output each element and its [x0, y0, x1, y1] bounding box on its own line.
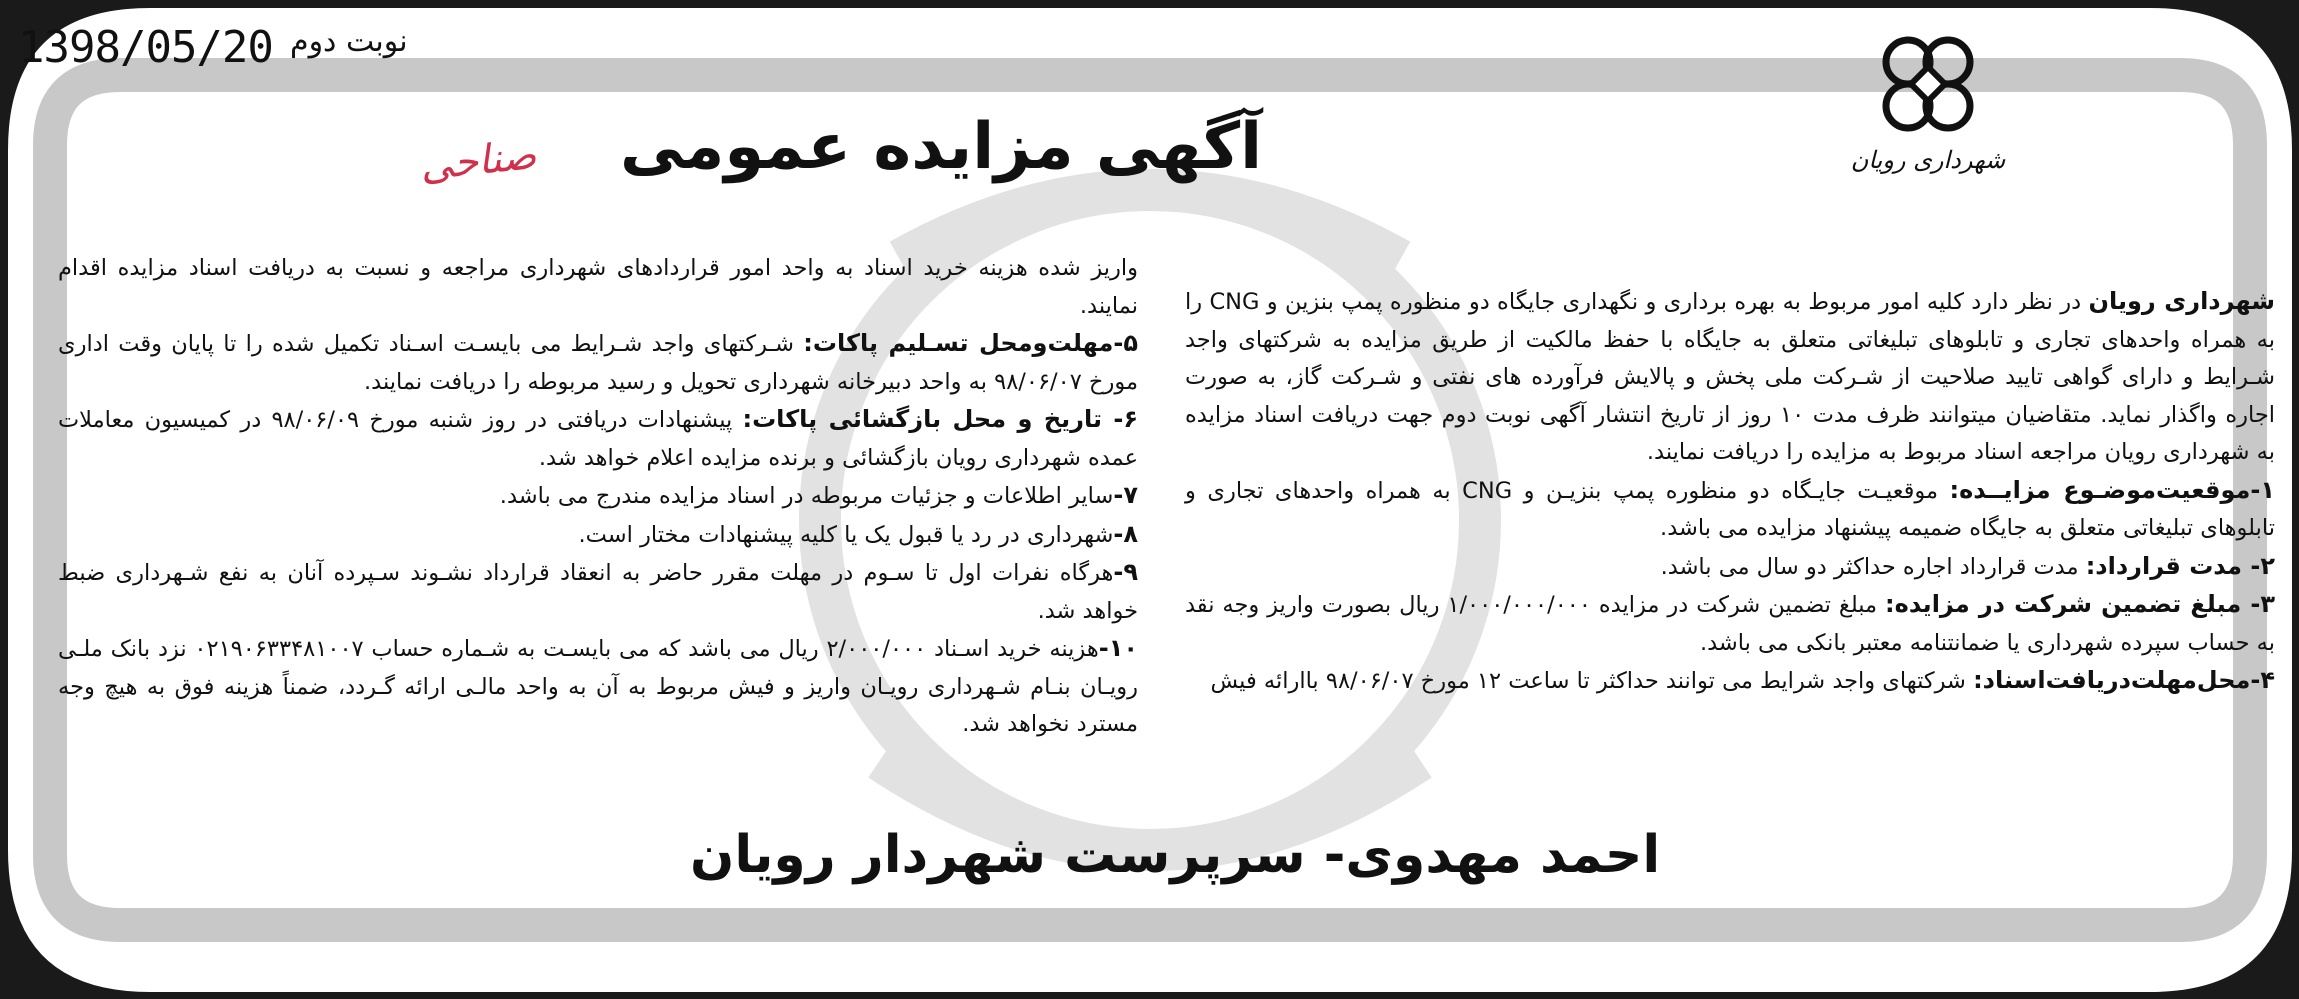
item-1 [1185, 472, 2275, 548]
intro-paragraph [1185, 283, 2275, 472]
publication-date: 1398/05/20 [18, 22, 273, 73]
left-column [58, 250, 1138, 744]
handwritten-note: صناحی [417, 132, 539, 190]
item-9-body: هرگاه نفرات اول تا سـوم در مهلت مقرر حاضر به انعقاد قرارداد نشـوند سـپرده آنان به نفع شـهرداری ضبط خواهد شد. [58, 560, 1138, 624]
item-8-body: شهرداری در رد یا قبول یک یا کلیه پیشنهادات مختار است. [578, 521, 1114, 548]
item-5-head: ۵-مهلت‌ومحل تسـلیم پاکات: [803, 329, 1138, 357]
item-1-head: ۱-موقعیت‌موضـوع مزایــده: [1949, 475, 2275, 504]
item-7 [58, 477, 1138, 516]
right-column [1185, 283, 2275, 701]
item-2-head: ۲- مدت قرارداد: [2085, 551, 2275, 580]
item-3 [1185, 586, 2275, 662]
item-10 [58, 630, 1138, 744]
item-1-body: موقعیـت جایـگاه دو منظوره پمپ بنزیـن و CNG به همراه واحدهای تجاری و تابلوهای تبلیغاتی متعلق به جایگاه ضمیمه پیشنهاد مزایده می باشد. [1185, 477, 2275, 541]
turn-label: نوبت دوم [290, 24, 408, 59]
item-6-body: پیشنهادات دریافتی در روز شنبه مورخ ۹۸/۰۶/۰۹ در کمیسیون معاملات عمده شهرداری رویان بازگشائی و برنده مزایده اعلام خواهد شد. [58, 407, 1138, 471]
item-3-head: ۳- مبلغ تضمین شرکت در مزایده: [1885, 590, 2275, 618]
item-4-head: ۴-محل‌مهلت‌دریافت‌اسناد: [1973, 666, 2275, 694]
logo-text: شهرداری رویان [1850, 146, 2006, 174]
item-10-head: ۱۰- [1098, 634, 1138, 662]
item-4 [1185, 662, 2275, 701]
item-2 [1185, 548, 2275, 587]
intro-body: در نظر دارد کلیه امور مربوط به بهره برداری و نگهداری جایگاه دو منظوره پمپ بنزین و CNG را به همراه واحدهای تجاری و تابلوهای تبلیغاتی متعلق به جایگاه با حفظ مالکیت از طریق مزایده به شرکتهای واجد شـرایط و دارای گواهی تایید صلاحیت از شـرکت ملی پخش و پالایش فرآورده های نفتی و شـرکت گاز، به صورت اجاره واگذار نماید. متقاضیان میتوانند ظرف مدت ۱۰ روز از تاریخ انتشار آگهی نوبت دوم جهت دریافت اسناد مزایده به شهرداری رویان مراجعه اسناد مربوط به مزایده را دریافت نمایند. [1185, 289, 2276, 465]
intro-lead: شهرداری رویان [2088, 287, 2275, 315]
item-4-body: شرکتهای واجد شرایط می توانند حداکثر تا ساعت ۱۲ مورخ ۹۸/۰۶/۰۷ باارائه فیش [1210, 668, 1974, 694]
item-3-body: مبلغ تضمین شرکت در مزایده ۱/۰۰۰/۰۰۰/۰۰۰ ریال بصورت واریز وجه نقد به حساب سپرده شهرداری یا ضمانتنامه معتبر بانکی می باشد. [1185, 592, 2275, 656]
item-9 [58, 554, 1138, 630]
item-10-body: هزینه خرید اسـناد ۲/۰۰۰/۰۰۰ ریال می باشد که می بایسـت به شـماره حساب ۰۲۱۹۰۶۳۳۴۸۱۰۰۷ نزد بانک ملـی رویـان بنـام شـهرداری رویـان واریز و فیش مربوط به آن به واحد مالـی ارائه گـردد، ضمناً هزینه فوق به هیچ وجه مسترد نخواهد شد. [58, 636, 1138, 737]
item-8-head: ۸- [1113, 519, 1138, 548]
page-title: آگهی مزایده عمومی [620, 110, 1262, 184]
item-5-body: شـرکتهای واجد شـرایط می بایسـت اسـناد تکمیل شده را تا پایان وقت اداری مورخ ۹۸/۰۶/۰۷ به واحد دبیرخانه شهرداری تحویل و رسید مربوطه را دریافت نمایند. [58, 331, 1138, 395]
signature-line: احمد مهدوی- سرپرست شهردار رویان [690, 825, 1661, 885]
item-6-head: ۶- تاریخ و محل بازگشائی پاکات: [742, 405, 1138, 433]
item-6 [58, 401, 1138, 477]
item-9-head: ۹- [1113, 558, 1138, 586]
item-8 [58, 516, 1138, 555]
item-2-body: مدت قرارداد اجاره حداکثر دو سال می باشد. [1660, 553, 2086, 580]
municipality-logo [1838, 30, 2018, 174]
continuation-paragraph: واریز شده هزینه خرید اسناد به واحد امور قراردادهای شهرداری مراجعه و نسبت به دریافت اسناد مزایده اقدام نمایند. [58, 255, 1138, 319]
item-5 [58, 325, 1138, 401]
flower-emblem-icon [1868, 30, 1988, 140]
item-7-body: سایر اطلاعات و جزئیات مربوطه در اسناد مزایده مندرج می باشد. [499, 483, 1114, 509]
item-7-head: ۷- [1113, 481, 1138, 509]
